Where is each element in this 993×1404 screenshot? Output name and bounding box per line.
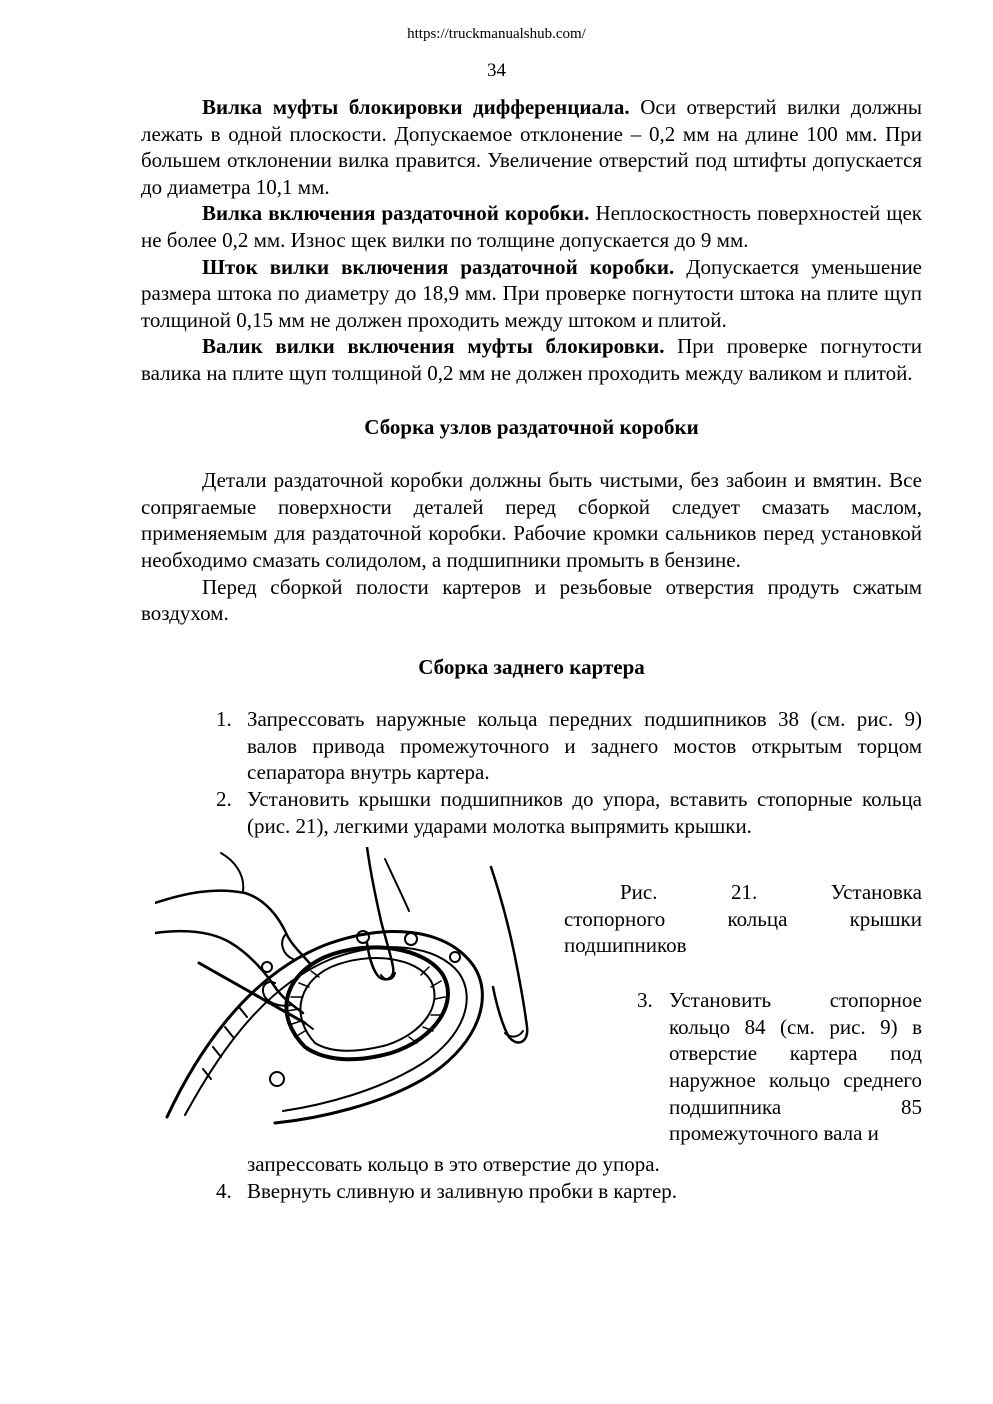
term-heading: Шток вилки включения раздаточной коробки. (202, 254, 675, 279)
paragraph-air-blow: Перед сборкой полости картеров и резьбовые отверстия продуть сжатым воздухом. (141, 574, 922, 626)
paragraph-text: Допускается уменьшение размера штока по диаметру до 18,9 мм. При проверке погнутости штока на плите щуп толщиной 0,15 мм не должен проходить между штоком и плитой. (141, 254, 923, 332)
source-url[interactable]: https://truckmanualshub.com/ (407, 26, 586, 42)
assembly-steps-list (141, 706, 922, 839)
page-body (141, 94, 922, 1204)
caption-word: Установка (830, 880, 922, 905)
term-heading: Вилка включения раздаточной коробки. (202, 201, 590, 226)
paragraph-cleanliness: Детали раздаточной коробки должны быть чистыми, без забоин и вмятин. Все сопрягаемые поверхности деталей перед сборкой следует смазать маслом, применяемым для раздаточной коробки. Рабочие кромки сальников перед установкой необходимо смазать солидолом, а подшипники промыть в бензине. (141, 468, 922, 572)
page-number: 34 (487, 60, 506, 81)
term-heading: Валик вилки включения муфты блокировки. (202, 334, 665, 359)
caption-first-line (564, 879, 922, 906)
caption-word: Рис. (620, 880, 658, 905)
list-item (141, 786, 922, 839)
item-number: 4. (216, 1178, 232, 1203)
item-number: 3. (637, 988, 653, 1013)
figure-block (141, 845, 922, 1151)
figure-caption (564, 879, 922, 959)
paragraph-rod (141, 254, 922, 334)
item-number: 2. (216, 787, 232, 812)
item-text: Ввернуть сливную и заливную пробки в картер. (247, 1178, 678, 1203)
caption-rest: стопорного кольца крышки подшипников (564, 906, 922, 958)
paragraph-fork-transfer (141, 200, 922, 253)
paragraph-text: Оси отверстий вилки должны лежать в одной плоскости. Допускаемое отклонение – 0,2 мм на длине 100 мм. При большем отклонении вилка правится. Увеличение отверстий под штифты допускается до диаметра 10,1 мм. (141, 95, 923, 199)
item-text: Установить крышки подшипников до упора, вставить стопорные кольца (рис. 21), легкими ударами молотка выпрямить крышки. (247, 787, 922, 838)
item-text: Запрессовать наружные кольца передних подшипников 38 (см. рис. 9) валов привода промежуточного и заднего мостов открытым торцом сепаратора внутрь картера. (247, 707, 922, 785)
paragraph-fork-lock (141, 94, 922, 200)
paragraph-text: При проверке погнутости валика на плите щуп толщиной 0,2 мм не должен проходить между валиком и плитой. (141, 334, 923, 385)
list-item-continuation: запрессовать кольцо в это отверстие до упора. (247, 1152, 660, 1177)
list-item (141, 1178, 922, 1205)
section-heading-rear-case: Сборка заднего картера (418, 654, 645, 679)
term-heading: Вилка муфты блокировки дифференциала. (202, 95, 630, 119)
list-item (637, 987, 922, 1147)
item-number: 1. (216, 707, 232, 732)
list-item (141, 706, 922, 786)
hands-installing-retaining-ring-illustration (155, 847, 565, 1127)
section-heading-assembly: Сборка узлов раздаточной коробки (364, 414, 699, 439)
caption-word: 21. (730, 880, 758, 905)
paragraph-shaft (141, 333, 922, 386)
paragraph-text: Неплоскостность поверхностей щек не более 0,2 мм. Износ щек вилки по толщине допускается до 9 мм. (141, 201, 923, 252)
item-text: Установить стопорное кольцо 84 (см. рис. 9) в отверстие картера под наружное кольцо среднего подшипника 85 промежуточного вала и (669, 988, 922, 1146)
